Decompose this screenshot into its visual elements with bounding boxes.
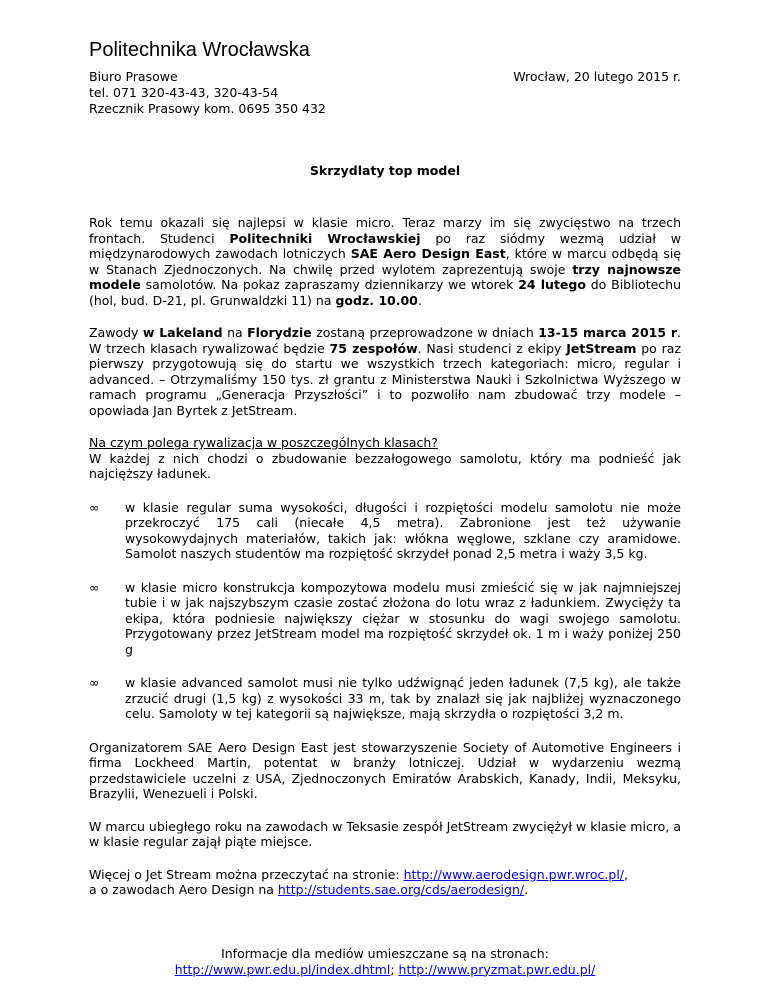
classes-section <box>89 435 681 722</box>
competition-paragraph <box>89 325 681 418</box>
aerodesign-link[interactable]: http://www.aerodesign.pwr.wroc.pl/ <box>403 866 625 882</box>
organizer-paragraph: Organizatorem SAE Aero Design East jest stowarzyszenie Society of Automotive Engineers i firma Lockheed Martin, potentat w branży lotniczej. Udział w wydarzeniu wezmą przedstawiciele uczelni z USA, Zjednoczonych Emiratów Arabskich, Kanady, Indii, Meksyku, Brazylii, Wenezueli i Polski. <box>89 739 681 801</box>
place-date: Wrocław, 20 lutego 2015 r. <box>513 69 681 84</box>
p2-bold-location: w Lakeland <box>142 325 223 340</box>
p2-text-2: na <box>222 325 248 340</box>
infinity-bullet-icon: ∞ <box>89 579 100 595</box>
classes-heading: Na czym polega rywalizacja w poszczególnych klasach? <box>89 435 438 450</box>
press-release-page <box>89 38 681 978</box>
phone-numbers: tel. 071 320-43-43, 320-43-54 <box>89 85 279 100</box>
p2-text-4: . W trzech klasach rywalizować będzie <box>89 325 681 356</box>
class-micro-text: w klasie micro konstrukcja kompozytowa modelu musi zmieścić się w jak najmniejszej tubie i w jak najszybszym czasie zostać złożona do lotu wraz z ładunkiem. Zwycięży ta ekipa, która podniesie największy ciężar w stosunku do wagi swojego samolotu. Przygotowany przez JetStream model ma rozpiętość skrzydeł ok. 1 m i waży poniżej 250 g <box>125 579 681 657</box>
letterhead <box>89 69 681 117</box>
sae-link[interactable]: http://students.sae.org/cds/aerodesign/ <box>277 882 525 897</box>
p2-bold-teams: 75 zespołów <box>329 340 418 356</box>
list-item <box>89 500 681 562</box>
class-advanced-text: w klasie advanced samolot musi nie tylko udźwignąć jeden ładunek (7,5 kg), ale także zrzucić drugi (1,5 kg) z wysokości 33 m, tak by znalazł się jak najbliżej wyznaczonego celu. Samoloty w tej kategorii są największe, mają skrzydła o rozpiętości 3,2 m. <box>125 675 681 721</box>
footer-links <box>89 962 681 978</box>
infinity-bullet-icon: ∞ <box>89 675 100 690</box>
lead-bold-competition: SAE Aero Design East <box>350 246 506 261</box>
footer-label: Informacje dla mediów umieszczane są na stronach: <box>221 945 549 961</box>
links-text-4: . <box>524 882 529 897</box>
list-item <box>89 675 681 722</box>
infinity-bullet-icon: ∞ <box>89 499 100 515</box>
lead-bold-university: Politechniki Wrocławskiej <box>229 230 421 246</box>
media-info-footer <box>89 946 681 978</box>
last-year-paragraph: W marcu ubiegłego roku na zawodach w Teksasie zespół JetStream zwyciężył w klasie micro, a w klasie regular zajął piąte miejsce. <box>89 818 681 849</box>
links-paragraph <box>89 867 681 898</box>
classes-intro: W każdej z nich chodzi o zbudowanie bezzałogowego samolotu, który ma podnieść jak najcięższy ładunek. <box>89 450 681 481</box>
p2-bold-dates: 13-15 marca 2015 r <box>538 325 678 340</box>
links-text-3: a o zawodach Aero Design na <box>89 882 278 897</box>
p2-text-6: po raz pierwszy przygotowują się do startu we wszystkich trzech kategoriach: micro, regular i advanced. – Otrzymaliśmy 150 tys. zł grantu z Ministerstwa Nauki i Szkolnictwa Wyższego w ramach programu „Generacja Przyszłości” i to pozwoliło nam zbudować trzy modele – opowiada Jan Byrtek z JetStream. <box>89 340 682 418</box>
links-text-2: , <box>624 866 628 882</box>
university-name: Politechnika Wrocławska <box>89 39 310 61</box>
p2-bold-state: Florydzie <box>247 325 312 340</box>
press-office: Biuro Prasowe <box>89 69 178 84</box>
p2-text-3: zostaną przeprowadzone w dniach <box>311 325 539 340</box>
spokesperson-contact: Rzecznik Prasowy kom. 0695 350 432 <box>89 101 326 116</box>
lead-text-5: do Bibliotechu (hol, bud. D-21, pl. Grunwaldzki 11) na <box>89 277 682 308</box>
lead-bold-time: godz. 10.00 <box>335 292 418 308</box>
lead-text-4: samolotów. Na pokaz zapraszamy dziennikarzy we wtorek <box>140 277 519 292</box>
lead-bold-models: trzy najnowsze modele <box>89 261 681 292</box>
footer-separator: ; <box>390 961 399 977</box>
lead-text-2: po raz siódmy wezmą udział w międzynarodowych zawodach lotniczych <box>89 230 681 261</box>
classes-list <box>89 500 681 722</box>
article-title: Skrzydlaty top model <box>309 163 461 178</box>
list-item <box>89 580 681 658</box>
p2-bold-team-name: JetStream <box>566 340 637 356</box>
lead-text-6: . <box>417 292 422 308</box>
p2-text-5: . Nasi studenci z ekipy <box>417 340 567 356</box>
lead-text-1: Rok temu okazali się najlepsi w klasie micro. Teraz marzy im się zwycięstwo na trzech frontach. Studenci <box>89 215 681 246</box>
p2-text-1: Zawody <box>89 325 143 340</box>
lead-paragraph <box>89 215 681 308</box>
pryzmat-link[interactable]: http://www.pryzmat.pwr.edu.pl/ <box>398 961 596 977</box>
lead-bold-date: 24 lutego <box>518 277 586 292</box>
lead-text-3: , które w marcu odbędą się w Stanach Zjednoczonych. Na chwilę przed wylotem zaprezentują swoje <box>89 246 681 277</box>
pwr-link[interactable]: http://www.pwr.edu.pl/index.dhtml <box>174 961 391 977</box>
links-text-1: Więcej o Jet Stream można przeczytać na stronie: <box>89 866 404 882</box>
class-regular-text: w klasie regular suma wysokości, długości i rozpiętości modelu samolotu nie może przekroczyć 175 cali (niecałe 4,5 metra). Zabronione jest też używanie wysokowydajnych materiałów, takich jak: włókna węglowe, szklane czy aramidowe. Samolot naszych studentów ma rozpiętość skrzydeł ponad 2,5 metra i waży 3,5 kg. <box>125 499 681 561</box>
